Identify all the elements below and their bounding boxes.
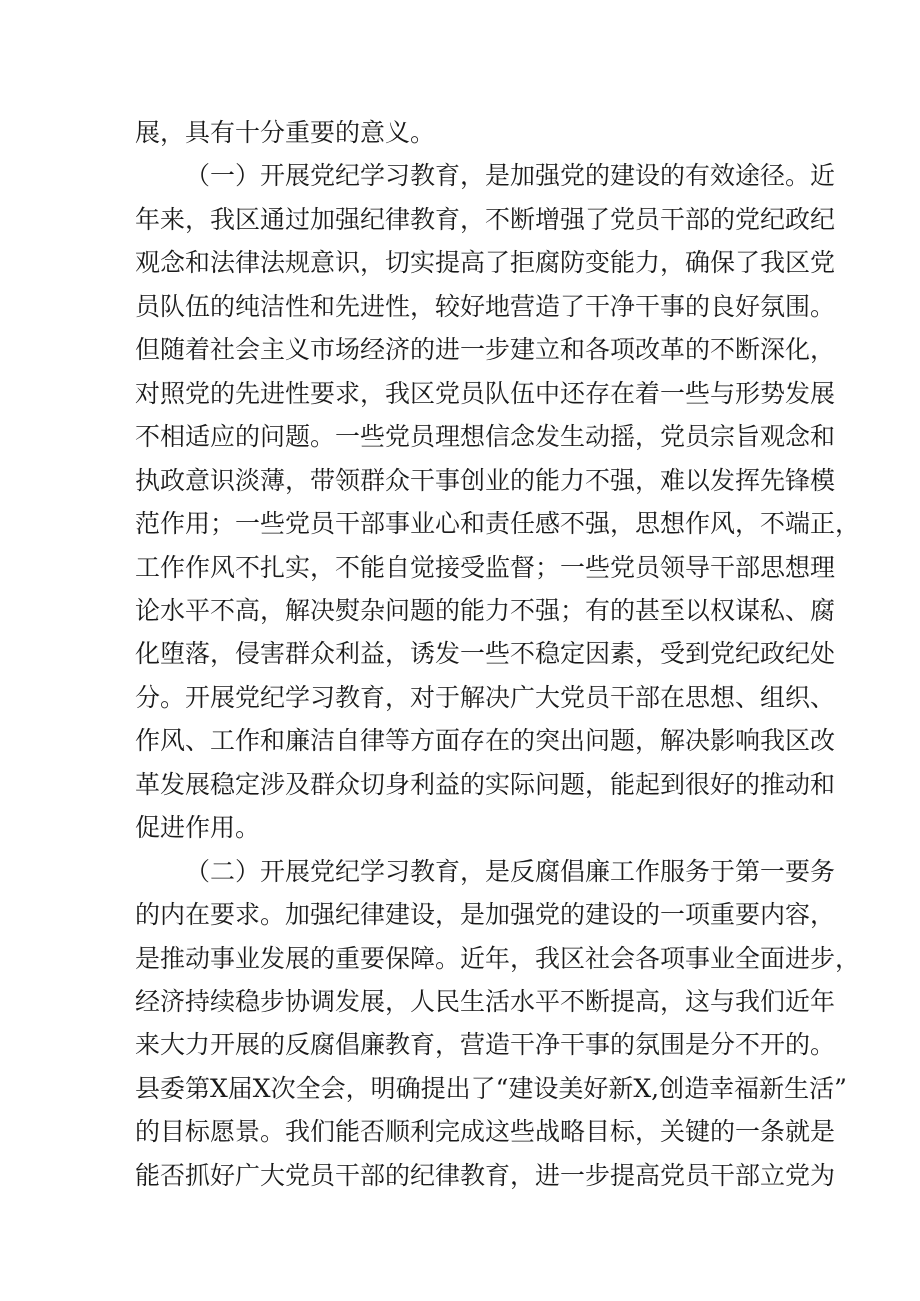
text-line: 革发展稳定涉及群众切身利益的实际问题，能起到很好的推动和 bbox=[135, 769, 836, 799]
text-line: 工作作风不扎实，不能自觉接受监督；一些党员领导干部思想理 bbox=[135, 552, 836, 582]
text-line: 县委第X届X次全会，明确提出了“建设美好新X,创造幸福新生活” bbox=[135, 1073, 847, 1103]
text-line: 的内在要求。加强纪律建设，是加强党的建设的一项重要内容， bbox=[135, 900, 836, 930]
text-line: 不相适应的问题。一些党员理想信念发生动摇，党员宗旨观念和 bbox=[135, 422, 836, 452]
text-line: 促进作用。 bbox=[135, 813, 261, 843]
text-line: 执政意识淡薄，带领群众干事创业的能力不强，难以发挥先锋模 bbox=[135, 465, 836, 495]
text-line: 的目标愿景。我们能否顺利完成这些战略目标，关键的一条就是 bbox=[135, 1117, 836, 1147]
paragraph-first-line: （一）开展党纪学习教育，是加强党的建设的有效途径。近 bbox=[185, 161, 836, 191]
text-line: 是推动事业发展的重要保障。近年，我区社会各项事业全面进步， bbox=[135, 943, 861, 973]
text-line: 论水平不高，解决熨杂问题的能力不强；有的甚至以权谋私、腐 bbox=[135, 595, 836, 625]
text-line: 范作用；一些党员干部事业心和责任感不强，思想作风，不端正， bbox=[135, 509, 861, 539]
text-line: 经济持续稳步协调发展，人民生活水平不断提高，这与我们近年 bbox=[135, 987, 836, 1016]
text-line: 观念和法律法规意识，切实提高了拒腐防变能力，确保了我区党 bbox=[135, 248, 836, 278]
text-line: 展，具有十分重要的意义。 bbox=[135, 118, 436, 147]
text-line: 化堕落，侵害群众利益，诱发一些不稳定因素，受到党纪政纪处 bbox=[135, 639, 836, 669]
text-line: 年来，我区通过加强纪律教育，不断增强了党员干部的党纪政纪 bbox=[135, 204, 836, 234]
text-line: 对照党的先进性要求，我区党员队伍中还存在着一些与形势发展 bbox=[135, 378, 836, 408]
text-line: 能否抓好广大党员干部的纪律教育，进一步提高党员干部立党为 bbox=[135, 1160, 836, 1190]
text-line: 分。开展党纪学习教育，对于解决广大党员干部在思想、组织、 bbox=[135, 682, 836, 712]
text-line: 员队伍的纯洁性和先进性，较好地营造了干净干事的良好氛围。 bbox=[135, 291, 836, 321]
text-line: 作风、工作和廉洁自律等方面存在的突出问题，解决影响我区改 bbox=[135, 726, 836, 756]
paragraph-first-line: （二）开展党纪学习教育，是反腐倡廉工作服务于第一要务 bbox=[185, 856, 836, 886]
text-line: 但随着社会主义市场经济的进一步建立和各项改革的不断深化， bbox=[135, 335, 836, 365]
text-line: 来大力开展的反腐倡廉教育，营造干净干事的氛围是分不开的。 bbox=[135, 1030, 836, 1060]
